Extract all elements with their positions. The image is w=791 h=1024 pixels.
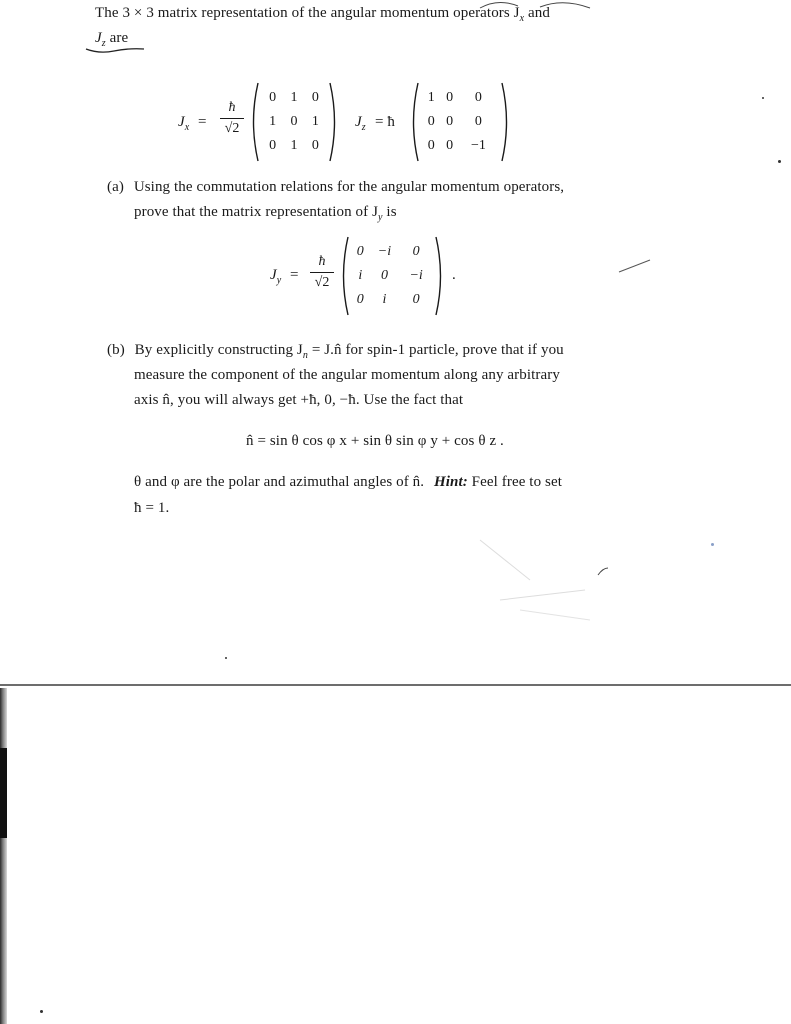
speck xyxy=(225,657,227,659)
speck xyxy=(711,543,714,546)
jy-frac-bar xyxy=(310,272,334,273)
jy-frac-den: √2 xyxy=(314,275,330,290)
jz-m22: 0 xyxy=(446,114,454,129)
jy-m13: 0 xyxy=(412,244,420,259)
jy-m12: −i xyxy=(377,244,392,259)
jz-m12: 0 xyxy=(446,90,454,105)
jy-letter: J xyxy=(270,267,277,283)
part-b-text-1b: = J.n̂ for spin-1 particle, prove that if you xyxy=(307,342,564,358)
jx-m32: 1 xyxy=(290,138,298,153)
jz-symbol xyxy=(355,113,366,137)
jz-letter: J xyxy=(355,114,362,130)
jz-sub: z xyxy=(361,122,366,133)
part-b-line-1 xyxy=(107,341,564,365)
jy-sub: y xyxy=(276,275,282,286)
part-b-text-1a: By explicitly constructing J xyxy=(134,342,303,358)
part-b-line-5: ħ = 1. xyxy=(134,500,170,516)
jx-m13: 0 xyxy=(311,90,319,105)
jx-m23: 1 xyxy=(311,114,319,129)
jz-m13: 0 xyxy=(474,90,482,105)
jy-m33: 0 xyxy=(412,292,420,307)
jx-frac-den: √2 xyxy=(224,121,240,136)
part-a-is: is xyxy=(382,204,397,220)
part-a-text-1: Using the commutation relations for the angular momentum operators, xyxy=(133,179,565,195)
part-a-sub-y: y xyxy=(378,212,383,223)
part-a-text-2: prove that the matrix representation of J xyxy=(134,204,379,220)
jy-m22: 0 xyxy=(380,268,388,283)
intro-sub-x: x xyxy=(519,13,525,24)
scan-page-edge xyxy=(0,684,791,686)
part-a-label: (a) xyxy=(107,179,124,195)
jx-frac-num: ħ xyxy=(228,100,236,115)
hint-label: Hint: xyxy=(433,474,468,490)
jx-letter: J xyxy=(178,114,185,130)
jz-m33: −1 xyxy=(470,138,486,153)
speck xyxy=(762,97,764,99)
jx-symbol xyxy=(178,113,189,137)
intro-sub-z: z xyxy=(101,38,106,49)
jy-m21: i xyxy=(358,268,363,283)
intro-are: are xyxy=(105,30,129,46)
jx-equals: = xyxy=(198,114,207,130)
part-a-line-2 xyxy=(134,203,397,227)
jz-matrix xyxy=(408,82,512,162)
jx-m21: 1 xyxy=(269,114,277,129)
jz-m11: 1 xyxy=(427,90,435,105)
part-b-line-4 xyxy=(134,473,562,491)
jy-symbol xyxy=(270,266,281,290)
part-b-sub-n: n xyxy=(302,350,308,361)
jy-equals: = xyxy=(290,267,299,283)
jx-fraction xyxy=(220,100,244,137)
intro-end: and xyxy=(524,5,550,21)
jy-fraction xyxy=(310,254,334,291)
jx-m11: 0 xyxy=(269,90,277,105)
jy-m23: −i xyxy=(409,268,423,283)
jz-m23: 0 xyxy=(474,114,482,129)
pen-mark xyxy=(618,258,652,274)
intro-jz: J xyxy=(95,30,102,46)
jx-m12: 1 xyxy=(290,90,298,105)
handwritten-underline xyxy=(84,41,146,55)
part-b-line-3: axis n̂, you will always get +ħ, 0, −ħ. Use the fact that xyxy=(134,392,464,408)
speck xyxy=(40,1010,43,1013)
unit-vector-formula: n̂ = sin θ cos φ x + sin θ sin φ y + cos θ z . xyxy=(246,433,504,449)
jz-m21: 0 xyxy=(427,114,435,129)
part-a-line-1 xyxy=(107,178,564,196)
part-b-text-4: θ and φ are the polar and azimuthal angles of n̂. xyxy=(134,474,425,490)
jy-m32: i xyxy=(382,292,387,307)
jx-m22: 0 xyxy=(290,114,298,129)
faint-scan-marks xyxy=(470,520,620,630)
jy-frac-num: ħ xyxy=(318,254,326,269)
jz-equals: = ħ xyxy=(375,114,396,130)
jz-m31: 0 xyxy=(427,138,435,153)
jy-matrix xyxy=(338,236,446,316)
part-b-line-2: measure the component of the angular momentum along any arbitrary xyxy=(134,367,560,383)
jx-frac-bar xyxy=(220,118,244,119)
intro-text: The 3 × 3 matrix representation of the angular momentum operators J xyxy=(95,5,520,21)
jy-m11: 0 xyxy=(356,244,364,259)
jy-m31: 0 xyxy=(356,292,364,307)
hint-text: Feel free to set xyxy=(467,474,562,490)
jx-m31: 0 xyxy=(269,138,277,153)
scan-shadow-left xyxy=(0,688,7,1024)
jx-matrix xyxy=(248,82,340,162)
part-b-label: (b) xyxy=(107,342,125,358)
jx-m33: 0 xyxy=(311,138,319,153)
handwritten-arc xyxy=(478,0,598,12)
speck xyxy=(778,160,781,163)
jx-sub: x xyxy=(184,122,190,133)
jy-period: . xyxy=(452,267,456,283)
jz-m32: 0 xyxy=(446,138,454,153)
